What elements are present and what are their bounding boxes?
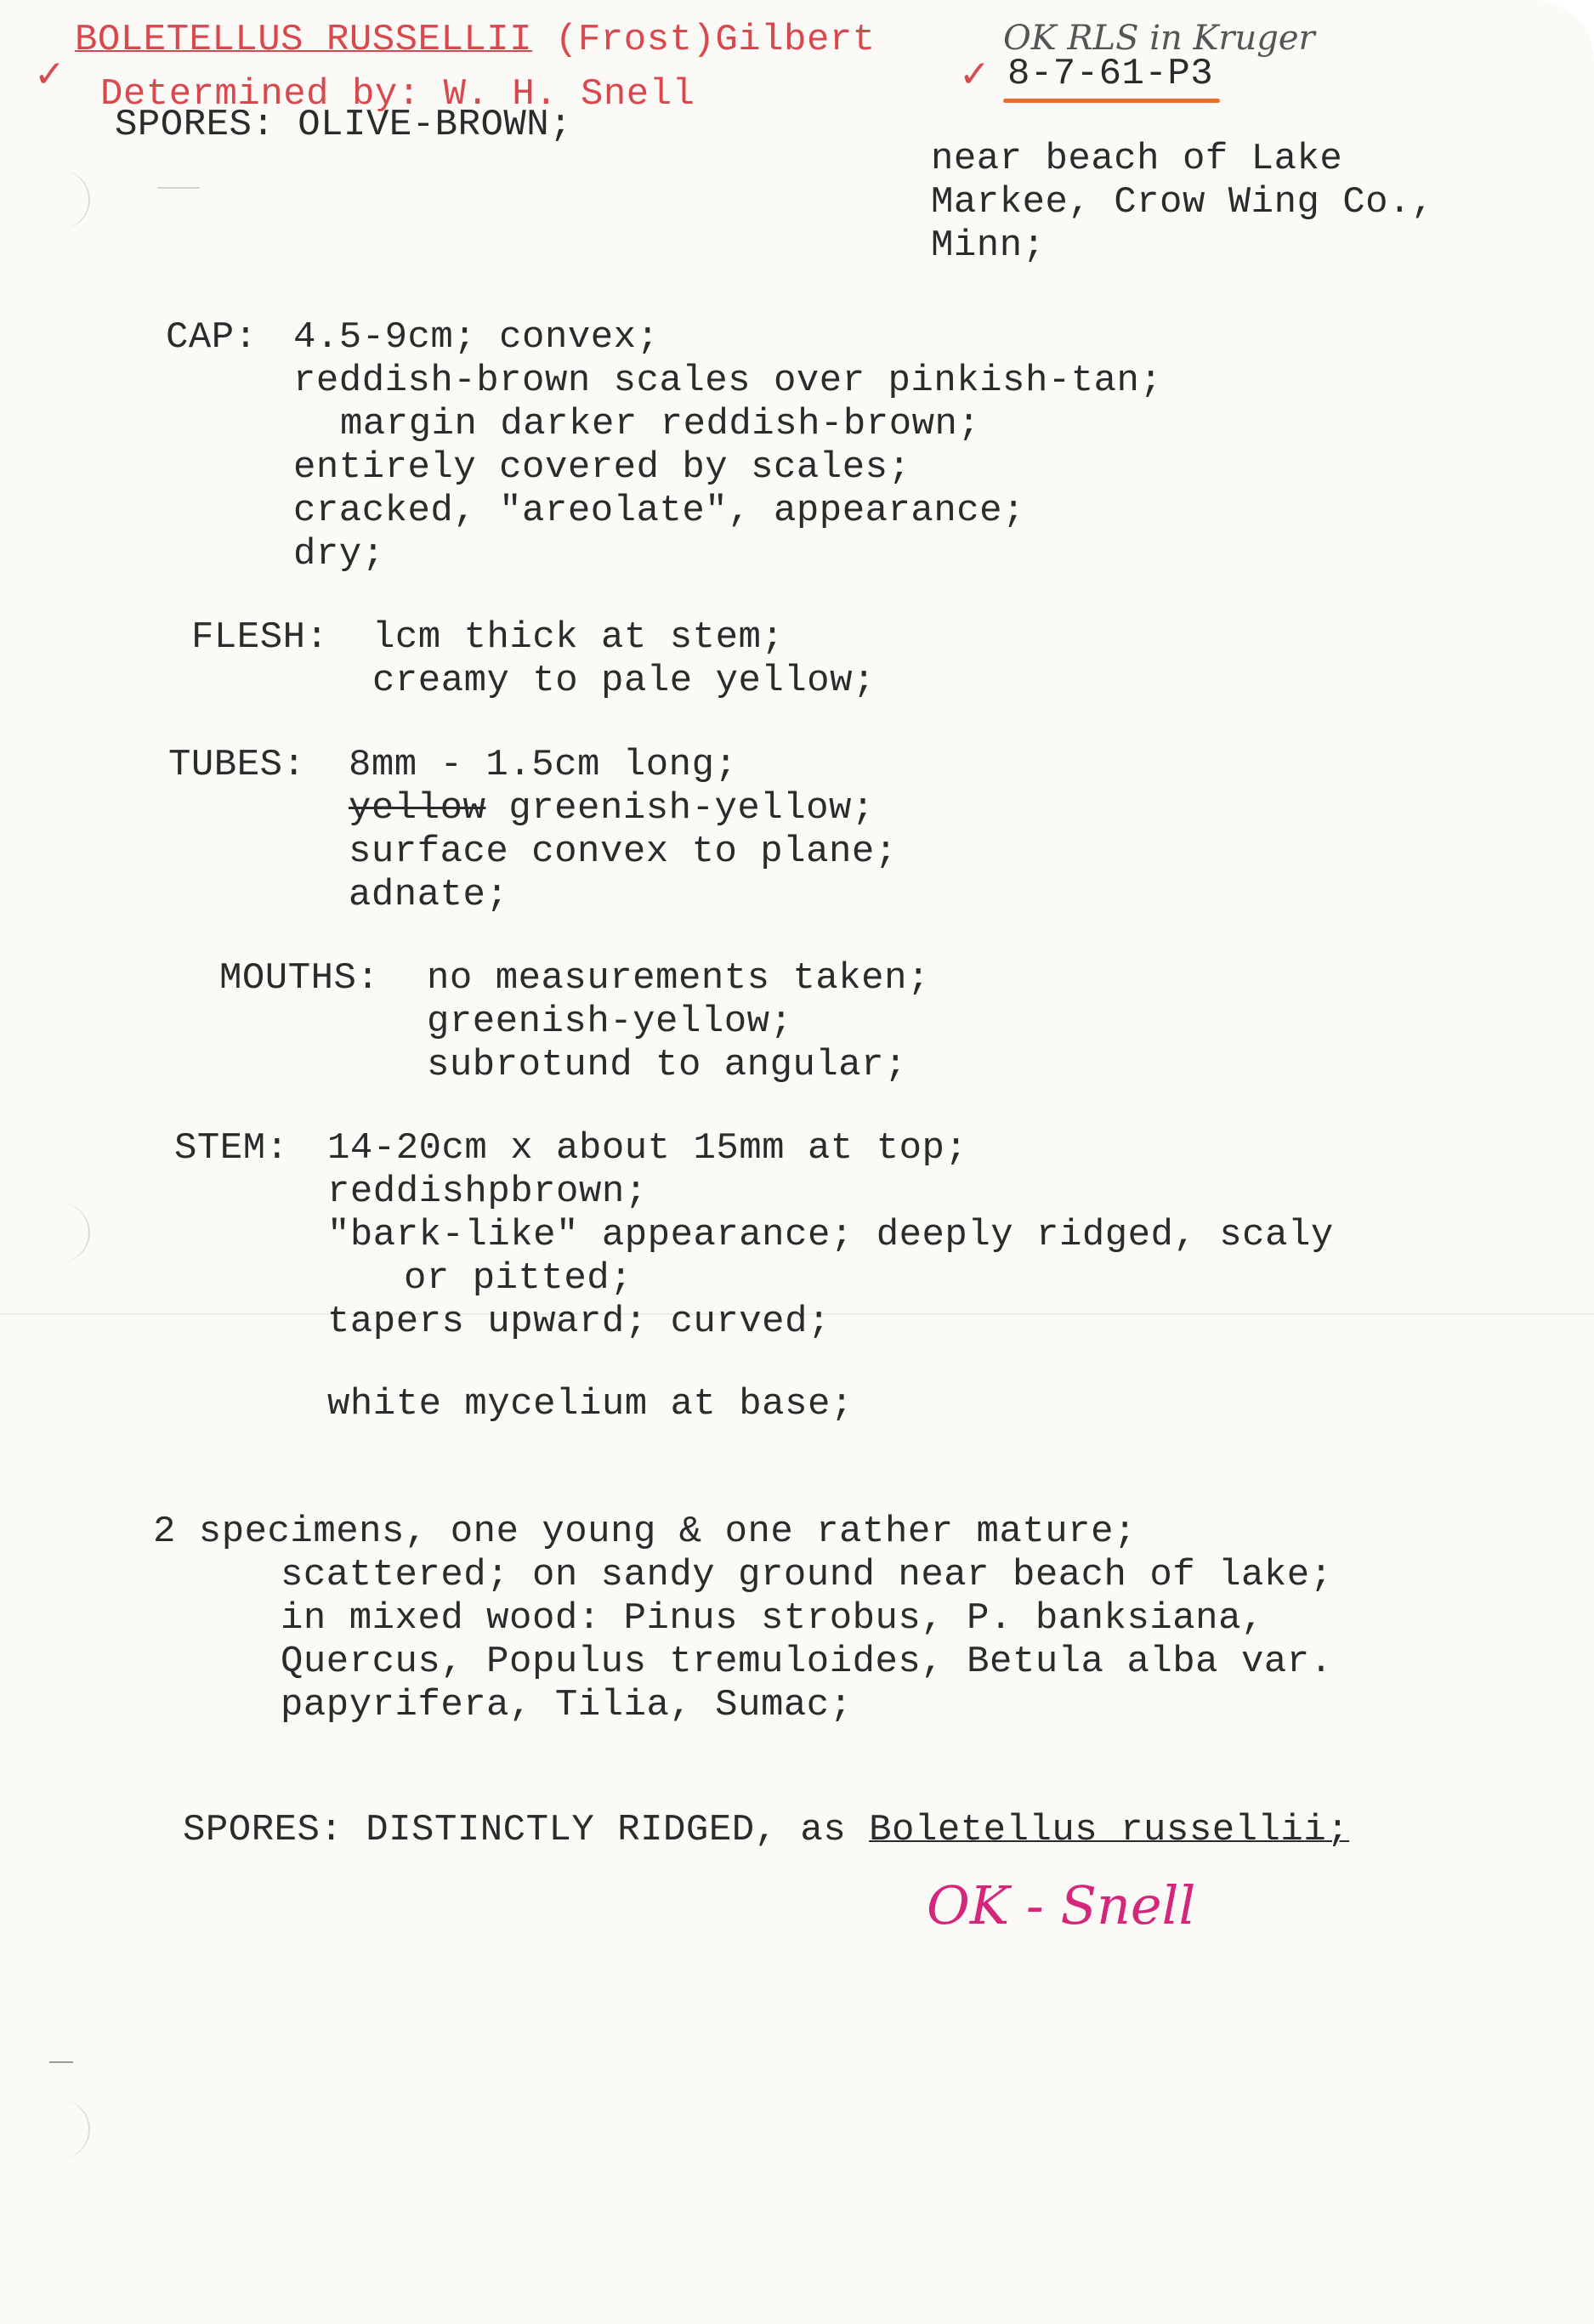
stem-line: tapers upward; curved; [327, 1301, 831, 1343]
spores-color-line: SPORES: OLIVE-BROWN; [115, 104, 573, 146]
tubes-first-line: 8mm - 1.5cm long; [349, 744, 738, 786]
flesh-line: creamy to pale yellow; [372, 660, 876, 702]
stem-mycelium-line: white mycelium at base; [327, 1383, 854, 1426]
species-name: BOLETELLUS RUSSELLII [75, 19, 533, 61]
location-line: Minn; [931, 224, 1046, 267]
tubes-line: surface convex to plane; [349, 830, 898, 873]
struck-word: yellow [349, 787, 486, 830]
stem-line: or pitted; [404, 1257, 633, 1300]
cap-line: margin darker reddish-brown; [340, 403, 981, 445]
determined-by-line: Determined by: W. H. Snell [100, 73, 695, 116]
location-block [931, 138, 1434, 268]
mouths-first-line: no measurements taken; [427, 957, 930, 1000]
orange-underline [1003, 99, 1220, 103]
spores-text: DISTINCTLY RIDGED, as [366, 1809, 847, 1851]
stem-line: reddishpbrown; [327, 1171, 648, 1213]
punch-hole [29, 170, 90, 230]
flesh-label: FLESH: [191, 616, 329, 659]
tubes-color-line [349, 787, 875, 830]
spores-species: Boletellus russellii; [869, 1809, 1350, 1851]
collection-number: 8-7-61-P3 [1007, 53, 1214, 95]
margin-tick [49, 2061, 73, 2063]
cap-line: reddish-brown scales over pinkish-tan; [293, 360, 1163, 402]
cap-line: cracked, "areolate", appearance; [293, 490, 1025, 532]
habitat-line: Quercus, Populus tremuloides, Betula alba var. [281, 1641, 1333, 1683]
cap-label: CAP: [166, 316, 258, 359]
habitat-line: in mixed wood: Pinus strobus, P. banksiana, [281, 1597, 1264, 1640]
location-line: near beach of Lake [931, 138, 1343, 180]
spores-line [183, 1809, 1349, 1852]
margin-tick [157, 187, 200, 189]
tubes-line: adnate; [349, 874, 509, 916]
spores-label: SPORES: [183, 1809, 343, 1851]
species-header [75, 19, 876, 62]
flesh-first-line: lcm thick at stem; [372, 616, 785, 659]
mouths-label: MOUTHS: [219, 957, 380, 1000]
species-authority: (Frost)Gilbert [555, 19, 876, 61]
cap-first-line: 4.5-9cm; convex; [293, 316, 660, 359]
tubes-color: greenish-yellow; [508, 787, 875, 830]
cap-line: dry; [293, 533, 385, 575]
stem-first-line: 14-20cm x about 15mm at top; [327, 1127, 968, 1170]
stem-label: STEM: [174, 1127, 289, 1170]
punch-hole [29, 2100, 90, 2159]
pencil-annotation: OK RLS in Kruger [1003, 19, 1315, 58]
mouths-line: subrotund to angular; [427, 1044, 907, 1086]
habitat-line: papyrifera, Tilia, Sumac; [281, 1684, 853, 1726]
habitat-line: scattered; on sandy ground near beach of lake; [281, 1554, 1333, 1596]
location-line: Markee, Crow Wing Co., [931, 181, 1434, 224]
red-check-mark: ✓ [34, 53, 65, 96]
punch-hole [29, 1203, 90, 1262]
tubes-label: TUBES: [168, 744, 306, 786]
mouths-line: greenish-yellow; [427, 1000, 793, 1043]
handwritten-signature: OK - Snell [927, 1874, 1196, 1936]
red-check-mark: ✓ [959, 53, 990, 96]
stem-line: "bark-like" appearance; deeply ridged, scaly [327, 1214, 1334, 1256]
cap-line: entirely covered by scales; [293, 446, 911, 489]
habitat-first-line: 2 specimens, one young & one rather mature; [153, 1511, 1137, 1553]
